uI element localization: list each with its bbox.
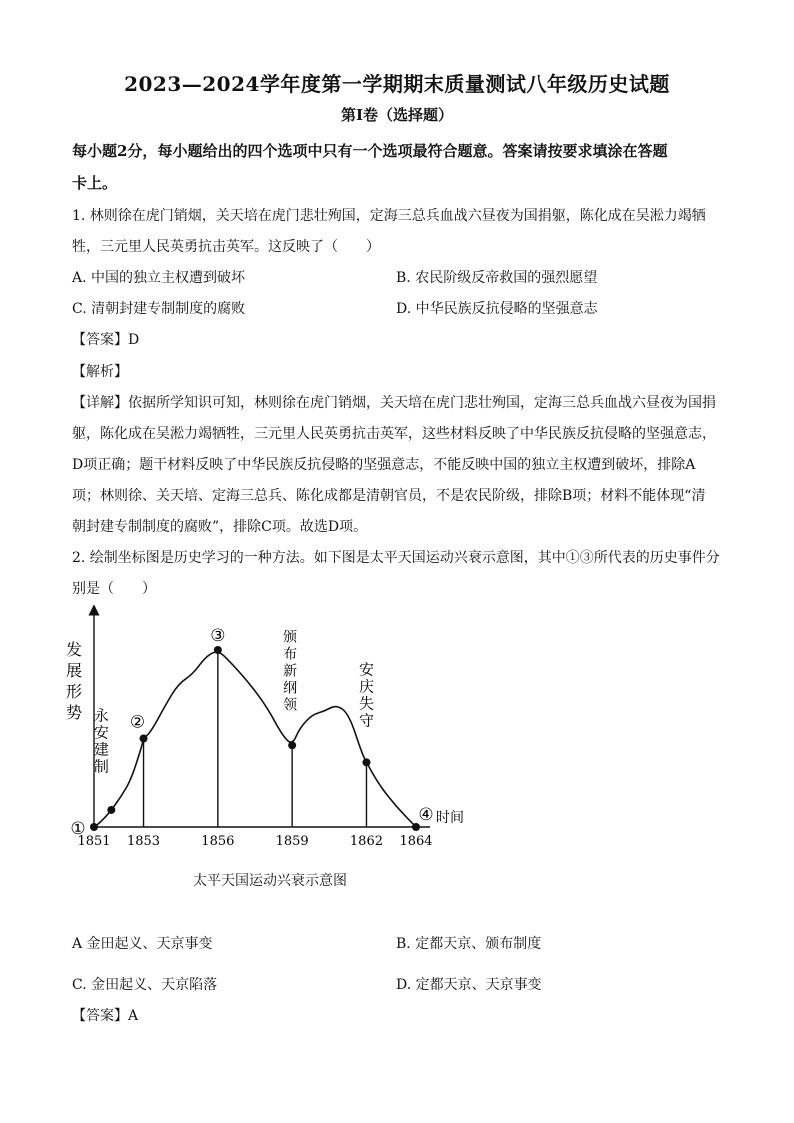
x-tick-label: 1853	[126, 834, 161, 849]
q2-option-d: D. 定都天京、天京事变	[396, 977, 542, 993]
q1-stem-line-2: 牲，三元里人民英勇抗击英军。这反映了（ ）	[72, 239, 380, 255]
annotation-label: 颁布新纲领	[283, 629, 298, 714]
instructions-line-2: 卡上。	[72, 174, 118, 192]
q2-stem-line-1: 2. 绘制坐标图是历史学习的一种方法。如下图是太平天国运动兴衰示意图，其中①③所代表的历史事件分	[72, 550, 720, 566]
x-axis-label: 时间	[436, 810, 464, 826]
data-point	[90, 823, 98, 831]
circled-marker: ④	[418, 805, 434, 825]
q1-option-a: A. 中国的独立主权遭到破坏	[72, 270, 246, 286]
q1-option-b: B. 农民阶级反帝救国的强烈愿望	[396, 270, 598, 286]
q1-option-d: D. 中华民族反抗侵略的坚强意志	[396, 301, 598, 317]
q2-answer	[72, 1005, 138, 1025]
q1-detail-line-4: 项；林则徐、关天培、定海三总兵、陈化成都是清朝官员，不是农民阶级，排除B项；材料不能体现“清	[72, 488, 706, 504]
q1-detail-line-1	[72, 392, 716, 412]
q1-stem-line-1: 1. 林则徐在虎门销烟，关天培在虎门悲壮殉国，定海三总兵血战六昼夜为国捐躯，陈化成在吴淞力竭牺	[72, 208, 706, 224]
q2-option-b: B. 定都天京、颁布制度	[396, 936, 542, 952]
q2-answer-value: A	[128, 1008, 139, 1024]
data-point	[140, 735, 148, 743]
q2-option-c: C. 金田起义、天京陷落	[72, 977, 218, 993]
q1-answer-value: D	[128, 332, 140, 348]
x-tick-label: 1862	[349, 834, 384, 849]
instructions-line-1: 每小题2分，每小题给出的四个选项中只有一个选项最符合题意。答案请按要求填涂在答题	[72, 142, 668, 160]
circled-marker: ②	[129, 712, 146, 733]
q1-answer-label: 【答案】	[72, 332, 128, 348]
q1-detail-text-1: 依据所学知识可知，林则徐在虎门销烟，关天培在虎门悲壮殉国，定海三总兵血战六昼夜为国捐	[128, 395, 716, 411]
annotation-label: 安庆失守	[358, 660, 374, 730]
q1-detail-label: 【详解】	[72, 395, 128, 411]
q2-stem-line-2: 别是（ ）	[72, 581, 156, 597]
q1-answer	[72, 329, 139, 349]
page-title: 2023—2024学年度第一学期期末质量测试八年级历史试题	[124, 72, 670, 96]
circled-marker: ①	[70, 819, 86, 839]
section-subtitle: 第Ⅰ卷（选择题）	[340, 106, 454, 124]
q1-detail-line-2: 躯，陈化成在吴淞力竭牺牲，三元里人民英勇抗击英军，这些材料反映了中华民族反抗侵略的坚强意志，	[72, 426, 716, 442]
q1-detail-line-5: 朝封建专制制度的腐败”，排除C项。故选D项。	[72, 519, 368, 535]
taiping-chart	[60, 600, 480, 849]
x-tick-label: 1851	[77, 834, 111, 849]
x-tick-label: 1859	[275, 834, 309, 849]
data-point	[288, 741, 296, 749]
x-tick-label: 1864	[399, 834, 433, 849]
data-point	[214, 646, 222, 654]
data-point	[362, 758, 370, 766]
x-tick-label: 1856	[201, 834, 235, 849]
circled-marker: ③	[210, 626, 226, 646]
figure-caption: 太平天国运动兴衰示意图	[193, 873, 347, 889]
q1-detail-line-3: D项正确；题干材料反映了中华民族反抗侵略的坚强意志，不能反映中国的独立主权遭到破坏，排除A	[72, 457, 696, 473]
q2-answer-label: 【答案】	[72, 1008, 128, 1024]
annotation-label: 永安建制	[93, 706, 109, 776]
q2-option-a: A 金田起义、天京事变	[72, 936, 213, 952]
data-point	[107, 806, 115, 814]
q1-option-c: C. 清朝封建专制制度的腐败	[72, 301, 246, 317]
y-axis-label: 发展形势	[65, 640, 83, 722]
q1-analysis-label: 【解析】	[72, 364, 128, 380]
